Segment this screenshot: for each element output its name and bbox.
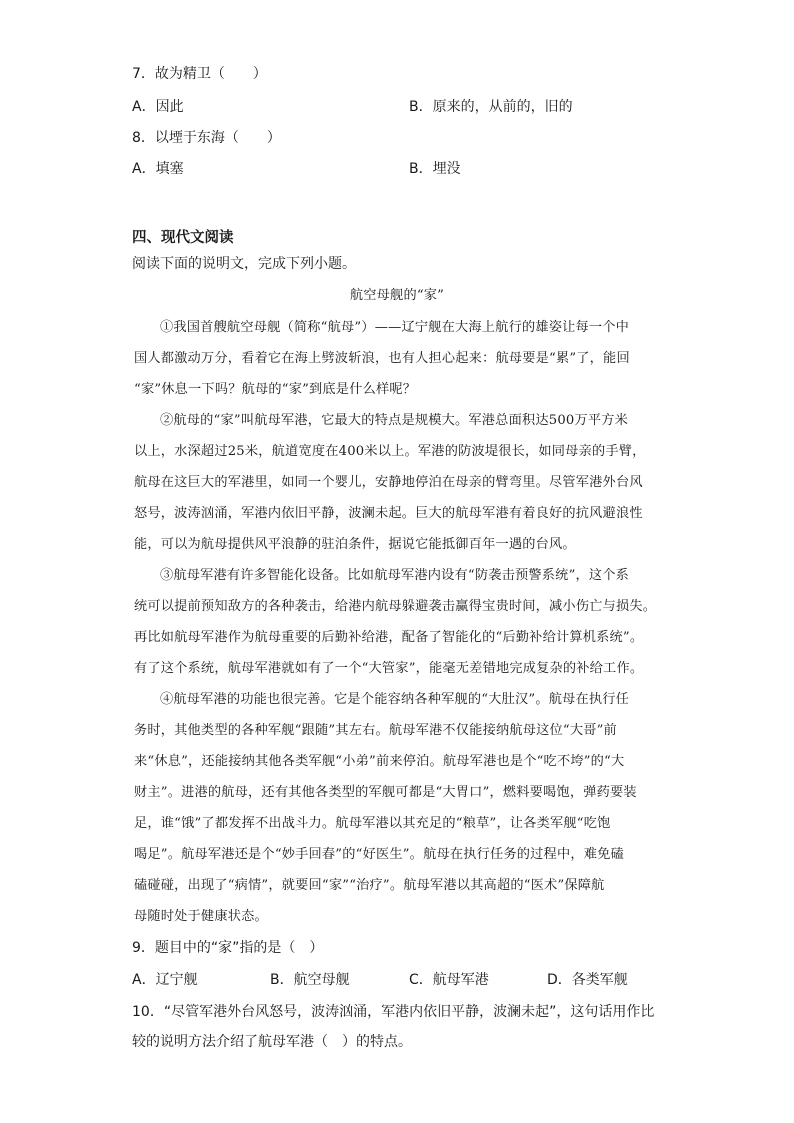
article-line: 足，谁“饿”了都发挥不出战斗力。航母军港以其充足的“粮草”，让各类军舰“吃饱	[134, 816, 611, 831]
question-7-option-b[interactable]: B．原来的，从前的，旧的	[409, 99, 573, 115]
question-10-stem-line1: 10．“尽管军港外台风怒号，波涛汹涌，军港内依旧平静，波澜未起”，这句话用作比	[132, 1004, 655, 1020]
article-line: 航母在这巨大的军港里，如同一个婴儿，安静地停泊在母亲的臂弯里。尽管军港外台风	[134, 475, 643, 490]
article-line: 磕碰碰，出现了“病情”，就要回“家”“治疗”。航母军港以其高超的“医术”保障航	[134, 878, 605, 893]
article-line: 务时，其他类型的各种军舰“跟随”其左右。航母军港不仅能接纳航母这位“大哥”前	[134, 723, 617, 738]
question-10-stem-line2: 较的说明方法介绍了航母军港（ ）的特点。	[132, 1034, 412, 1050]
article-line: 财主”。进港的航母，还有其他各类型的军舰可都是“大胃口”，燃料要喝饱，弹药要装	[134, 785, 637, 800]
article-line: 母随时处于健康状态。	[134, 909, 268, 924]
question-9-option-c[interactable]: C．航母军港	[409, 972, 489, 988]
article-line: ①我国首艘航空母舰（简称“航母”）——辽宁舰在大海上航行的雄姿让每一个中	[160, 320, 630, 335]
article-line: 怒号，波涛汹涌，军港内依旧平静，波澜未起。巨大的航母军港有着良好的抗风避浪性	[134, 506, 643, 521]
article-line: 喝足”。航母军港还是个“妙手回春”的“好医生”。航母在执行任务的过程中，难免磕	[134, 847, 624, 862]
article-line: ④航母军港的功能也很完善。它是个能容纳各种军舰的“大肚汉”。航母在执行任	[160, 692, 630, 707]
question-9-option-b[interactable]: B．航空母舰	[270, 972, 350, 988]
question-8-option-a[interactable]: A．填塞	[132, 161, 184, 177]
question-7-option-a[interactable]: A．因此	[132, 99, 184, 115]
question-8-option-b[interactable]: B．埋没	[409, 161, 461, 177]
section-heading: 四、现代文阅读	[132, 230, 234, 246]
article-line: “家”休息一下吗？航母的“家”到底是什么样呢？	[134, 382, 417, 397]
question-8-stem: 8．以堙于东海（ ）	[132, 130, 281, 146]
question-9-stem: 9．题目中的“家”指的是（ ）	[132, 940, 324, 956]
article-line: 能，可以为航母提供风平浪静的驻泊条件，据说它能抵御百年一遇的台风。	[134, 537, 576, 552]
article-line: 统可以提前预知敌方的各种袭击，给港内航母躲避袭击赢得宝贵时间，减小伤亡与损失。	[134, 599, 657, 614]
question-9-option-a[interactable]: A．辽宁舰	[132, 972, 198, 988]
article-line: 有了这个系统，航母军港就如有了一个“大管家”，能毫无差错地完成复杂的补给工作。	[134, 661, 644, 676]
article-line: 再比如航母军港作为航母重要的后勤补给港，配备了智能化的“后勤补给计算机系统”。	[134, 630, 644, 645]
article-line: 来“休息”，还能接纳其他各类军舰“小弟”前来停泊。航母军港也是个“吃不垮”的“大	[134, 754, 625, 769]
question-7-stem: 7．故为精卫（ ）	[132, 66, 267, 82]
article-line: 以上，水深超过25米，航道宽度在400米以上。军港的防波堤很长，如同母亲的手臂，	[134, 444, 646, 459]
article-title: 航空母舰的“家”	[349, 288, 445, 303]
article-line: ②航母的“家”叫航母军港，它最大的特点是规模大。军港总面积达500万平方米	[160, 413, 629, 428]
question-9-option-d[interactable]: D．各类军舰	[547, 972, 628, 988]
article-line: ③航母军港有许多智能化设备。比如航母军港内设有“防袭击预警系统”，这个系	[160, 568, 630, 583]
reading-instruction: 阅读下面的说明文，完成下列小题。	[132, 256, 356, 272]
article-line: 国人都激动万分，看着它在海上劈波斩浪，也有人担心起来：航母要是“累”了，能回	[134, 351, 630, 366]
